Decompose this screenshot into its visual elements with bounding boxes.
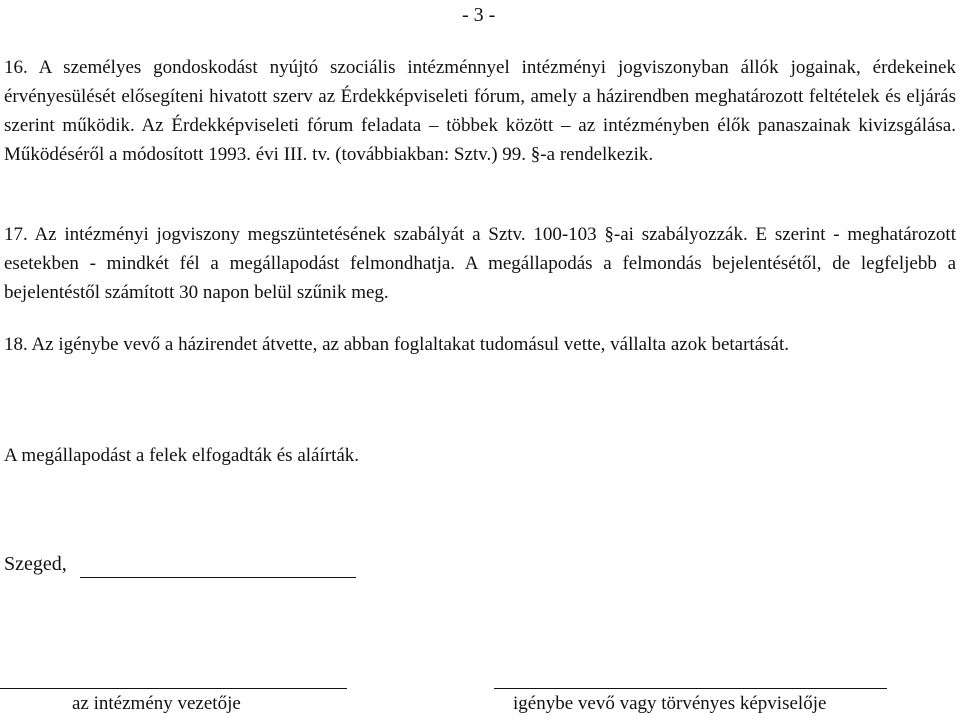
paragraph-16: 16. A személyes gondoskodást nyújtó szociális intézménnyel intézményi jogviszonyban állók jogainak, érdekeinek érvényesülését elősegíteni hivatott szerv az Érdekképviseleti fórum, amely a házirendben meghatározott feltételek és eljárás szerint működik. Az Érdekképviseleti fórum feladata – többek között – az intézményben élők panaszainak kivizsgálása. Működéséről a módosított 1993. évi III. tv. (továbbiakban: Sztv.) 99. §-a rendelkezik. (4, 57, 956, 165)
signature-label-service-user: igénybe vevő vagy törvényes képviselője (513, 693, 827, 714)
signature-label-institution-head: az intézmény vezetője (72, 693, 241, 714)
signature-line-service-user (494, 688, 887, 689)
agreement-statement: A megállapodást a felek elfogadták és aláírták. (4, 445, 360, 466)
place-label: Szeged, (4, 553, 67, 575)
signature-line-institution-head (0, 688, 347, 689)
paragraph-17: 17. Az intézményi jogviszony megszüntetésének szabályát a Sztv. 100-103 §-ai szabályozzák. E szerint - meghatározott esetekben - mindkét fél a megállapodást felmondhatja. A megállapodás a felmondás bejelentésétől, de legfeljebb a bejelentéstől számított 30 napon belül szűnik meg. (4, 224, 956, 303)
page-number: - 3 - (462, 4, 496, 26)
date-blank-line (80, 577, 356, 578)
paragraph-18: 18. Az igénybe vevő a házirendet átvette, az abban foglaltakat tudomásul vette, vállalta azok betartását. (4, 334, 790, 355)
